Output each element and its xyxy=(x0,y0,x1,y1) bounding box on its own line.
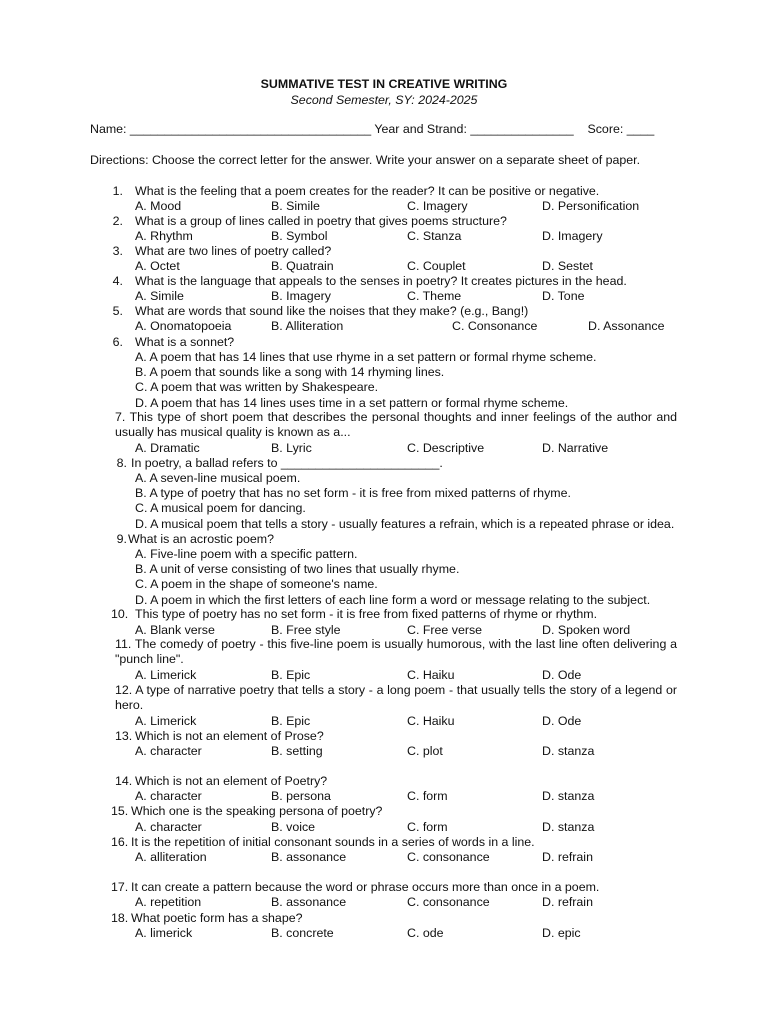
choice-a: A. Mood xyxy=(135,199,182,213)
question-12 xyxy=(115,683,677,714)
choice-c: C. Descriptive xyxy=(407,441,485,455)
choice-a: A. Limerick xyxy=(135,714,197,728)
question-number: 4. xyxy=(112,274,123,288)
choice-b: B. Symbol xyxy=(271,229,328,243)
choice-a: A. character xyxy=(135,744,202,758)
choice-a: A. Dramatic xyxy=(135,441,200,455)
choice-b: B. A type of poetry that has no set form - it is free from mixed patterns of rhyme. xyxy=(135,486,571,501)
question-number: 8. xyxy=(116,456,127,470)
choice-d: D. stanza xyxy=(542,744,595,758)
question-number: 18. xyxy=(111,911,129,925)
question-text-8: In poetry, a ballad refers to _______________________. xyxy=(131,456,443,470)
choice-a: A. Blank verse xyxy=(135,623,215,637)
question-number: 17. xyxy=(111,880,129,894)
question-text-1: What is the feeling that a poem creates for the reader? It can be positive or negative. xyxy=(135,184,600,198)
question-number: 12. xyxy=(115,683,133,697)
choice-c: C. Haiku xyxy=(407,714,455,728)
choice-a: A. character xyxy=(135,820,202,834)
choice-d: D. Ode xyxy=(542,714,582,728)
question-text-4: What is the language that appeals to the senses in poetry? It creates pictures in the head. xyxy=(135,274,627,288)
choice-c: C. Imagery xyxy=(407,199,468,213)
choice-d: D. epic xyxy=(542,926,581,940)
choice-c: C. form xyxy=(407,789,448,803)
choice-d: D. A poem that has 14 lines uses time in a set pattern or formal rhyme scheme. xyxy=(135,395,569,410)
page-subtitle: Second Semester, SY: 2024-2025 xyxy=(290,93,478,107)
question-number: 5. xyxy=(112,304,123,318)
choice-d: D. Ode xyxy=(542,668,582,682)
choice-d: D. A musical poem that tells a story - usually features a refrain, which is a repeated phrase or idea. xyxy=(135,516,675,531)
choice-d: D. refrain xyxy=(542,895,593,909)
choice-d: D. Assonance xyxy=(588,319,665,333)
question-number: 3. xyxy=(112,244,123,258)
question-text-10: This type of poetry has no set form - it is free from fixed patterns of rhyme or rhythm. xyxy=(135,607,598,621)
question-text-6: What is a sonnet? xyxy=(135,335,235,349)
choice-b: B. assonance xyxy=(271,895,347,909)
page-title: SUMMATIVE TEST IN CREATIVE WRITING xyxy=(260,77,508,91)
choice-a: A. Five-line poem with a specific pattern. xyxy=(135,547,358,561)
choice-c: C. Couplet xyxy=(407,259,466,273)
choice-a: A. character xyxy=(135,789,202,803)
choice-b: B. Simile xyxy=(271,199,320,213)
choice-d: D. Spoken word xyxy=(542,623,631,637)
question-text: This type of short poem that describes the personal thoughts and inner feelings of the author and usually has musical quality is known as a... xyxy=(115,410,677,440)
choice-b: B. setting xyxy=(271,744,323,758)
choice-d: D. Narrative xyxy=(542,441,609,455)
question-number: 14. xyxy=(115,774,133,788)
choice-a: A. A seven-line musical poem. xyxy=(135,471,301,485)
question-number: 13. xyxy=(115,729,133,743)
choice-b: B. Free style xyxy=(271,623,341,637)
question-text-2: What is a group of lines called in poetry that gives poems structure? xyxy=(135,214,507,228)
question-number: 7. xyxy=(115,410,126,424)
choice-c: C. A poem in the shape of someone's name. xyxy=(135,577,378,592)
choice-a: A. Limerick xyxy=(135,668,197,682)
choice-c: C. ode xyxy=(407,926,444,940)
choice-a: A. Simile xyxy=(135,289,184,303)
choice-b: B. A unit of verse consisting of two lines that usually rhyme. xyxy=(135,562,460,577)
question-text-18: What poetic form has a shape? xyxy=(131,911,303,925)
choice-a: A. Octet xyxy=(135,259,180,273)
question-text: The comedy of poetry - this five-line poem is usually humorous, with the last line often delivering a "punch line". xyxy=(115,637,677,667)
choice-a: A. limerick xyxy=(135,926,193,940)
choice-d: D. A poem in which the first letters of each line form a word or message relating to the subject. xyxy=(135,592,651,607)
question-text-16: It is the repetition of initial consonant sounds in a series of words in a line. xyxy=(131,835,535,849)
directions: Directions: Choose the correct letter for the answer. Write your answer on a separate sheet of paper. xyxy=(90,153,641,167)
choice-c: C. A poem that was written by Shakespeare. xyxy=(135,380,379,395)
choice-c: C. plot xyxy=(407,744,443,758)
choice-c: C. Free verse xyxy=(407,623,483,637)
choice-b: B. A poem that sounds like a song with 14 rhyming lines. xyxy=(135,365,445,380)
question-number: 15. xyxy=(111,804,129,818)
choice-d: D. Personification xyxy=(542,199,640,213)
name-line: Name: ___________________________________ Year and Strand: _______________ Score: ____ xyxy=(90,122,655,136)
choice-c: C. Consonance xyxy=(452,319,538,333)
question-number: 2. xyxy=(112,214,123,228)
choice-c: C. form xyxy=(407,820,448,834)
question-number: 16. xyxy=(111,835,129,849)
choice-d: D. Tone xyxy=(542,289,585,303)
choice-d: D. Imagery xyxy=(542,229,603,243)
question-text-5: What are words that sound like the noises that they make? (e.g., Bang!) xyxy=(135,304,529,318)
choice-b: B. Lyric xyxy=(271,441,312,455)
choice-d: D. stanza xyxy=(542,820,595,834)
question-text-14: Which is not an element of Poetry? xyxy=(135,774,328,788)
choice-c: C. Theme xyxy=(407,289,462,303)
choice-c: C. Stanza xyxy=(407,229,462,243)
choice-a: A. repetition xyxy=(135,895,202,909)
choice-d: D. Sestet xyxy=(542,259,593,273)
choice-a: A. Rhythm xyxy=(135,229,193,243)
question-number: 1. xyxy=(112,184,123,198)
question-number: 11. xyxy=(115,637,132,651)
choice-d: D. stanza xyxy=(542,789,595,803)
choice-c: C. Haiku xyxy=(407,668,455,682)
question-text-3: What are two lines of poetry called? xyxy=(135,244,332,258)
question-text-13: Which is not an element of Prose? xyxy=(135,729,324,743)
choice-b: B. Epic xyxy=(271,668,311,682)
question-7 xyxy=(115,410,677,441)
choice-b: B. Imagery xyxy=(271,289,331,303)
question-text: A type of narrative poetry that tells a story - a long poem - that usually tells the story of a legend or hero. xyxy=(115,683,677,713)
choice-b: B. Quatrain xyxy=(271,259,334,273)
choice-a: A. A poem that has 14 lines that use rhyme in a set pattern or formal rhyme scheme. xyxy=(135,350,597,364)
choice-a: A. Onomatopoeia xyxy=(135,319,232,333)
choice-c: C. A musical poem for dancing. xyxy=(135,501,306,516)
choice-b: B. concrete xyxy=(271,926,334,940)
choice-d: D. refrain xyxy=(542,850,593,864)
question-11 xyxy=(115,637,677,668)
question-number: 10. xyxy=(111,607,129,621)
question-number: 9. xyxy=(116,532,127,546)
choice-c: C. consonance xyxy=(407,850,490,864)
choice-b: B. voice xyxy=(271,820,316,834)
choice-b: B. Epic xyxy=(271,714,311,728)
choice-a: A. alliteration xyxy=(135,850,207,864)
question-text-9: What is an acrostic poem? xyxy=(128,532,274,546)
choice-b: B. persona xyxy=(271,789,331,803)
question-text-17: It can create a pattern because the word or phrase occurs more than once in a poem. xyxy=(131,880,600,894)
choice-b: B. assonance xyxy=(271,850,347,864)
choice-b: B. Alliteration xyxy=(271,319,344,333)
question-number: 6. xyxy=(112,335,123,349)
choice-c: C. consonance xyxy=(407,895,490,909)
question-text-15: Which one is the speaking persona of poetry? xyxy=(131,804,383,818)
